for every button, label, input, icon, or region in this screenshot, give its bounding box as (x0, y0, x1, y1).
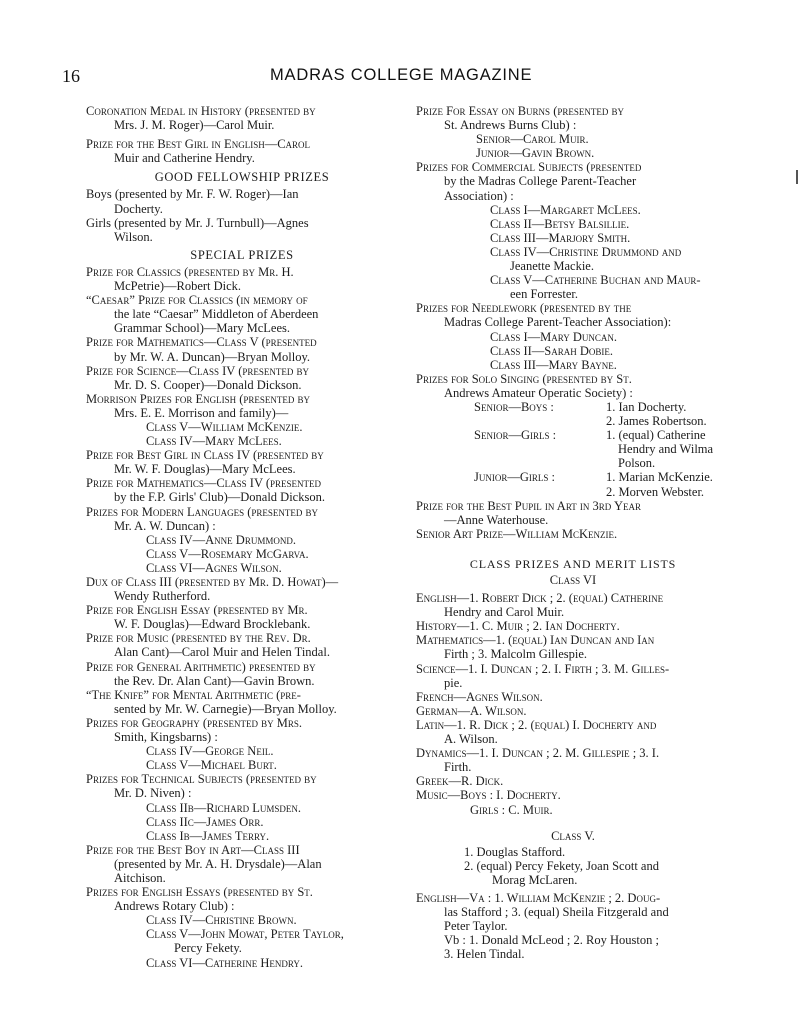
bestgirl4-line: Mr. W. F. Douglas)—Mary McLees. (114, 462, 296, 477)
tech-line: Prizes for Technical Subjects (presented by (86, 772, 317, 787)
solo-line: Prizes for Solo Singing (presented by St. (416, 371, 632, 386)
right-column (416, 104, 730, 961)
senior-boys-label: Senior—Boys : (474, 399, 554, 414)
good-fellowship-heading: GOOD FELLOWSHIP PRIZES (154, 170, 330, 185)
girls-line: Wilson. (114, 229, 153, 244)
comm-line: by the Madras College Parent-Teacher (444, 174, 637, 189)
comm-line: Association) : (444, 188, 514, 203)
prize-burns-essay (416, 104, 730, 160)
maths5-line: by Mr. W. A. Duncan)—Bryan Molloy. (114, 349, 311, 364)
geog-class: Class IV—George Neil. (146, 744, 274, 759)
senior-girls-row (430, 428, 730, 470)
morrison-class: Class V—William McKenzie. (146, 419, 303, 434)
math6-line: Firth ; 3. Malcolm Gillespie. (444, 647, 588, 662)
prize-maths-class4 (86, 476, 398, 504)
prize-general-arithmetic (86, 660, 398, 688)
latin6-line: A. Wilson. (444, 732, 498, 747)
class6-english (416, 591, 730, 619)
class6-music-girls: Girls : C. Muir. (470, 802, 553, 817)
prize-solo-singing (416, 372, 730, 499)
prize-technical-subjects (86, 772, 398, 842)
sci6-line: pie. (444, 675, 463, 690)
tech-line: Mr. D. Niven) : (114, 786, 192, 801)
coronation-medal (86, 104, 398, 132)
prize-modern-languages (86, 505, 398, 575)
senior-girls-label: Senior—Girls : (474, 428, 557, 443)
best-girl-line: Prize for the Best Girl in English—Carol (86, 137, 311, 152)
class6-french: French—Agnes Wilson. (416, 689, 543, 704)
boys-line: Docherty. (114, 201, 163, 216)
class6-dynamics (416, 746, 730, 774)
class6-latin (416, 718, 730, 746)
caesar-line: the late “Caesar” Middleton of Aberdeen (114, 307, 319, 322)
art-line: (presented by Mr. A. H. Drysdale)—Alan (114, 856, 322, 871)
boys-line: Boys (presented by Mr. F. W. Roger)—Ian (86, 187, 299, 202)
needle-line: Madras College Parent-Teacher Association): (444, 315, 672, 330)
fellowship-girls (86, 216, 398, 244)
senior-girls-1: 1. (equal) Catherine (606, 428, 706, 443)
maths4-line: by the F.P. Girls' Club)—Donald Dickson. (114, 490, 325, 505)
modlang-line: Mr. A. W. Duncan) : (114, 518, 216, 533)
prize-the-knife (86, 688, 398, 716)
prize-classics (86, 265, 398, 293)
arith-line: the Rev. Dr. Alan Cant)—Gavin Brown. (114, 673, 315, 688)
dyn6-line: Dynamics—1. I. Duncan ; 2. M. Gillespie ; 3. I. (416, 746, 660, 761)
class6-science (416, 662, 730, 690)
essays-line: Andrews Rotary Club) : (114, 899, 235, 914)
class-vi-heading: Class VI (549, 573, 597, 587)
prize-morrison (86, 392, 398, 448)
junior-girls-2: 2. Morven Webster. (606, 484, 705, 499)
needle-class: Class II—Sarah Dobie. (490, 343, 614, 358)
modlang-class: Class IV—Anne Drummond. (146, 532, 296, 547)
magazine-title: MADRAS COLLEGE MAGAZINE (270, 66, 533, 84)
geog-line: Prizes for Geography (presented by Mrs. (86, 715, 303, 730)
comm-class: Class II—Betsy Balsillie. (490, 216, 630, 231)
girls-line: Girls (presented by Mr. J. Turnbull)—Agnes (86, 215, 309, 230)
senior-boys-2: 2. James Robertson. (606, 414, 707, 429)
class-prizes-heading: CLASS PRIZES AND MERIT LISTS (469, 556, 677, 571)
caesar-line: “Caesar” Prize for Classics (in memory of (86, 293, 308, 308)
solo-line: Andrews Amateur Operatic Society) : (444, 385, 633, 400)
essays-class: Class IV—Christine Brown. (146, 913, 297, 928)
senior-boys-row (430, 400, 730, 428)
special-prizes-heading: SPECIAL PRIZES (190, 247, 294, 262)
music-line: Prize for Music (presented by the Rev. Dr. (86, 631, 311, 646)
geog-class: Class V—Michael Burt. (146, 758, 277, 773)
class5-rank-1: 1. Douglas Stafford. (464, 844, 566, 859)
eng5-line: las Stafford ; 3. (equal) Sheila Fitzgerald and (444, 905, 669, 920)
eng5-line: 3. Helen Tindal. (444, 947, 525, 962)
eng5-line: English—Va : 1. William McKenzie ; 2. Doug- (416, 890, 661, 905)
bestgirl4-line: Prize for Best Girl in Class IV (presented by (86, 448, 324, 463)
art-line: Prize for the Best Boy in Art—Class III (86, 842, 300, 857)
class6-greek: Greek—R. Dick. (416, 774, 504, 789)
class6-history: History—1. C. Muir ; 2. Ian Docherty. (416, 619, 620, 634)
eng5-line: Vb : 1. Donald McLeod ; 2. Roy Houston ; (444, 933, 659, 948)
burns-line: Prize For Essay on Burns (presented by (416, 104, 624, 118)
arith-line: Prize for General Arithmetic) presented by (86, 659, 316, 674)
senior-boys-1: 1. Ian Docherty. (606, 399, 687, 414)
prize-science (86, 364, 398, 392)
artpupil-line: Prize for the Best Pupil in Art in 3rd Year (416, 498, 641, 513)
margin-speck (796, 170, 798, 184)
caesar-line: Grammar School)—Mary McLees. (114, 321, 290, 336)
essays-class: Percy Fekety. (174, 941, 242, 956)
class5-rank-2: 2. (equal) Percy Fekety, Joan Scott and (464, 858, 659, 873)
essay-line: W. F. Douglas)—Edward Brocklebank. (114, 617, 311, 632)
class6-german: German—A. Wilson. (416, 703, 527, 718)
classics-line: Prize for Classics (presented by Mr. H. (86, 264, 294, 279)
needle-class: Class I—Mary Duncan. (490, 329, 618, 344)
comm-class: Class V—Catherine Buchan and Maur- (490, 273, 701, 288)
eng6-line: English—1. Robert Dick ; 2. (equal) Catherine (416, 591, 664, 606)
science-line: Mr. D. S. Cooper)—Donald Dickson. (114, 377, 302, 392)
sci6-line: Science—1. I. Duncan ; 2. I. Firth ; 3. M. Gilles- (416, 661, 670, 676)
junior-girls-label: Junior—Girls : (474, 470, 555, 485)
left-column (86, 104, 398, 970)
prize-needlework (416, 301, 730, 371)
best-girl-english (86, 137, 398, 165)
prize-english-essay (86, 603, 398, 631)
latin6-line: Latin—1. R. Dick ; 2. (equal) I. Docherty and (416, 717, 657, 732)
comm-class: een Forrester. (510, 287, 579, 302)
modlang-line: Prizes for Modern Languages (presented by (86, 504, 319, 519)
fellowship-boys (86, 187, 398, 215)
eng6-line: Hendry and Carol Muir. (444, 605, 565, 620)
classics-line: McPetrie)—Robert Dick. (114, 279, 242, 294)
prize-caesar (86, 293, 398, 335)
senior-girls-list (606, 428, 713, 470)
modlang-class: Class VI—Agnes Wilson. (146, 560, 282, 575)
essays-line: Prizes for English Essays (presented by St. (86, 885, 313, 900)
class5-rank-2b: Morag McLaren. (492, 872, 578, 887)
senior-girls-1c: Polson. (618, 456, 656, 471)
knife-line: sented by Mr. W. Carnegie)—Bryan Molloy. (114, 701, 337, 716)
senior-art-prize: Senior Art Prize—William McKenzie. (416, 526, 618, 541)
prize-best-boy-art (86, 843, 398, 885)
dyn6-line: Firth. (444, 760, 472, 775)
class6-music-boys: Music—Boys : I. Docherty. (416, 788, 561, 803)
morrison-line: Morrison Prizes for English (presented by (86, 391, 311, 406)
comm-class: Class I—Margaret McLees. (490, 202, 641, 217)
knife-line: “The Knife” for Mental Arithmetic (pre- (86, 687, 301, 702)
coronation-line: Mrs. J. M. Roger)—Carol Muir. (114, 118, 275, 133)
modlang-class: Class V—Rosemary McGarva. (146, 546, 309, 561)
tech-class: Class Ib—James Terry. (146, 828, 270, 843)
geog-line: Smith, Kingsbarns) : (114, 730, 218, 745)
math6-line: Mathematics—1. (equal) Ian Duncan and Ian (416, 633, 655, 648)
dux-line: Dux of Class III (presented by Mr. D. Howat)— (86, 575, 339, 589)
science-line: Prize for Science—Class IV (presented by (86, 363, 310, 378)
burns-junior: Junior—Gavin Brown. (476, 146, 595, 161)
essays-class: Class V—John Mowat, Peter Taylor, (146, 927, 344, 942)
junior-girls-list (606, 470, 713, 498)
essays-class: Class VI—Catherine Hendry. (146, 955, 304, 970)
prize-best-girl-class4 (86, 448, 398, 476)
prize-geography (86, 716, 398, 772)
junior-girls-row (430, 470, 730, 498)
morrison-line: Mrs. E. E. Morrison and family)— (114, 405, 289, 420)
senior-boys-list (606, 400, 707, 428)
music-line: Alan Cant)—Carol Muir and Helen Tindal. (114, 645, 330, 660)
dux-class3 (86, 575, 398, 603)
maths4-line: Prize for Mathematics—Class IV (presented (86, 476, 322, 491)
coronation-line: Coronation Medal in History (presented by (86, 104, 316, 118)
tech-class: Class IIc—James Orr. (146, 814, 264, 829)
comm-class: Class IV—Christine Drummond and (490, 244, 682, 259)
class5-english (416, 891, 730, 961)
prize-best-pupil-art (416, 499, 730, 527)
burns-senior: Senior—Carol Muir. (476, 132, 589, 147)
junior-girls-1: 1. Marian McKenzie. (606, 470, 713, 485)
maths5-line: Prize for Mathematics—Class V (presented (86, 335, 317, 350)
page-number: 16 (62, 66, 80, 86)
prize-commercial (416, 160, 730, 301)
prize-english-essays-rotary (86, 885, 398, 970)
prize-maths-class5 (86, 335, 398, 363)
art-line: Aitchison. (114, 870, 166, 885)
best-girl-line: Muir and Catherine Hendry. (114, 151, 255, 166)
dux-line: Wendy Rutherford. (114, 589, 211, 604)
eng5-line: Peter Taylor. (444, 919, 508, 934)
needle-line: Prizes for Needlework (presented by the (416, 301, 632, 316)
senior-girls-1b: Hendry and Wilma (618, 442, 714, 457)
comm-class: Jeanette Mackie. (510, 259, 594, 274)
comm-line: Prizes for Commercial Subjects (presented (416, 160, 642, 175)
morrison-class: Class IV—Mary McLees. (146, 434, 282, 449)
artpupil-line: —Anne Waterhouse. (444, 512, 549, 527)
tech-class: Class IIb—Richard Lumsden. (146, 800, 302, 815)
comm-class: Class III—Marjory Smith. (490, 230, 631, 245)
essay-line: Prize for English Essay (presented by Mr. (86, 603, 308, 618)
class6-maths (416, 633, 730, 661)
needle-class: Class III—Mary Bayne. (490, 357, 617, 372)
prize-music (86, 631, 398, 659)
class-v-heading: Class V. (551, 828, 595, 843)
burns-line: St. Andrews Burns Club) : (444, 118, 577, 133)
